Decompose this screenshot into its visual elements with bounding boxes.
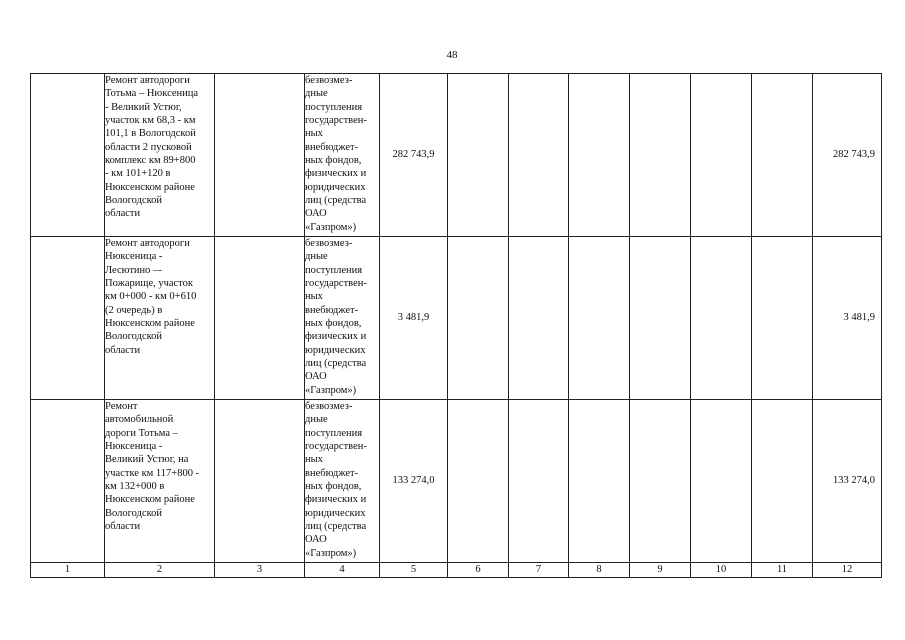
description-line: комплекс км 89+800 (105, 154, 196, 166)
source-line: государствен- (305, 114, 367, 126)
source-line: поступления (305, 264, 363, 276)
table-row (31, 237, 882, 400)
cell-col-9 (630, 400, 691, 563)
description-line: участок км 68,3 - км (105, 114, 196, 126)
description-line: - Великий Устюг, (105, 101, 182, 113)
cell-col-8 (569, 74, 630, 237)
source-line: «Газпром») (305, 221, 357, 233)
column-number: 3 (215, 563, 305, 578)
cell-col-1 (31, 400, 105, 563)
project-description (105, 237, 215, 400)
source-line: ных фондов, (305, 480, 362, 492)
table-row (31, 74, 882, 237)
cell-col-3 (215, 74, 305, 237)
description-line: 101,1 в Вологодской (105, 128, 196, 140)
source-line: лиц (средства (305, 357, 367, 369)
column-number: 2 (105, 563, 215, 578)
description-line: Тотьма – Нюксеница (105, 88, 199, 100)
amount-value: 133 274,0 (380, 400, 448, 563)
cell-col-7 (509, 237, 569, 400)
source-line: поступления (305, 427, 363, 439)
amount-value: 282 743,9 (380, 74, 448, 237)
funding-source (305, 74, 380, 237)
cell-col-1 (31, 74, 105, 237)
column-number: 10 (691, 563, 752, 578)
description-line: автомобильной (105, 414, 174, 426)
column-number: 6 (448, 563, 509, 578)
funding-source (305, 400, 380, 563)
cell-col-10 (691, 74, 752, 237)
total-value: 3 481,9 (813, 237, 882, 400)
cell-col-7 (509, 400, 569, 563)
cell-col-10 (691, 400, 752, 563)
description-line: Вологодской (105, 507, 163, 519)
project-description (105, 74, 215, 237)
description-line: Ремонт автодороги (105, 75, 190, 86)
source-line: ных фондов, (305, 154, 362, 166)
description-line: Лесютино –- (105, 264, 162, 276)
cell-col-6 (448, 400, 509, 563)
page-number: 48 (446, 49, 458, 61)
funding-source (305, 237, 380, 400)
column-number: 5 (380, 563, 448, 578)
table-row (31, 400, 882, 563)
total-value: 133 274,0 (813, 400, 882, 563)
description-line: км 0+000 - км 0+610 (105, 291, 197, 303)
cell-col-11 (752, 237, 813, 400)
source-line: дные (305, 88, 328, 100)
description-line: Вологодской (105, 194, 163, 206)
source-line: ОАО (305, 534, 327, 546)
description-line: области (105, 344, 141, 356)
source-line: физических и (305, 494, 367, 506)
source-line: физических и (305, 331, 367, 343)
column-number: 1 (31, 563, 105, 578)
description-line: Ремонт (105, 401, 138, 412)
cell-col-9 (630, 237, 691, 400)
description-line: области 2 пусковой (105, 141, 192, 153)
amount-value: 3 481,9 (380, 237, 448, 400)
source-line: ных фондов, (305, 317, 362, 329)
cell-col-1 (31, 237, 105, 400)
description-line: Нюксеница - (105, 440, 163, 452)
source-line: дные (305, 251, 328, 263)
cell-col-6 (448, 237, 509, 400)
column-number: 12 (813, 563, 882, 578)
source-line: ных (305, 454, 323, 466)
column-number: 8 (569, 563, 630, 578)
source-line: лиц (средства (305, 194, 367, 206)
description-line: Нюксеница - (105, 251, 163, 263)
source-line: юридических (305, 181, 366, 193)
description-line: Нюксенском районе (105, 494, 195, 506)
description-line: дороги Тотьма – (105, 427, 178, 439)
cell-col-8 (569, 237, 630, 400)
source-line: физических и (305, 168, 367, 180)
source-line: юридических (305, 344, 366, 356)
column-number: 11 (752, 563, 813, 578)
source-line: ных (305, 291, 323, 303)
source-line: безвозмез- (305, 75, 353, 86)
cell-col-7 (509, 74, 569, 237)
description-line: участке км 117+800 - (105, 467, 200, 479)
source-line: лиц (средства (305, 520, 367, 532)
source-line: дные (305, 414, 328, 426)
description-line: области (105, 208, 141, 220)
source-line: «Газпром») (305, 547, 357, 559)
source-line: «Газпром») (305, 384, 357, 396)
column-number: 9 (630, 563, 691, 578)
cell-col-8 (569, 400, 630, 563)
source-line: внебюджет- (305, 304, 359, 316)
source-line: ОАО (305, 208, 327, 220)
description-line: Ремонт автодороги (105, 238, 190, 249)
source-line: государствен- (305, 277, 367, 289)
source-line: государствен- (305, 440, 367, 452)
description-line: Нюксенском районе (105, 317, 195, 329)
source-line: внебюджет- (305, 467, 359, 479)
total-value: 282 743,9 (813, 74, 882, 237)
column-number: 4 (305, 563, 380, 578)
description-line: Вологодской (105, 331, 163, 343)
source-line: безвозмез- (305, 238, 353, 249)
cell-col-9 (630, 74, 691, 237)
cell-col-3 (215, 400, 305, 563)
description-line: Пожарище, участок (105, 277, 194, 289)
cell-col-6 (448, 74, 509, 237)
description-line: Великий Устюг, на (105, 454, 189, 466)
source-line: безвозмез- (305, 401, 353, 412)
source-line: внебюджет- (305, 141, 359, 153)
source-line: поступления (305, 101, 363, 113)
column-number-row (31, 563, 882, 578)
project-description (105, 400, 215, 563)
description-line: области (105, 520, 141, 532)
description-line: - км 101+120 в (105, 168, 171, 180)
cell-col-11 (752, 74, 813, 237)
cell-col-11 (752, 400, 813, 563)
cell-col-10 (691, 237, 752, 400)
cell-col-3 (215, 237, 305, 400)
column-number: 7 (509, 563, 569, 578)
budget-table (30, 73, 882, 578)
source-line: юридических (305, 507, 366, 519)
source-line: ОАО (305, 371, 327, 383)
source-line: ных (305, 128, 323, 140)
description-line: км 132+000 в (105, 480, 165, 492)
description-line: Нюксенском районе (105, 181, 195, 193)
description-line: (2 очередь) в (105, 304, 163, 316)
